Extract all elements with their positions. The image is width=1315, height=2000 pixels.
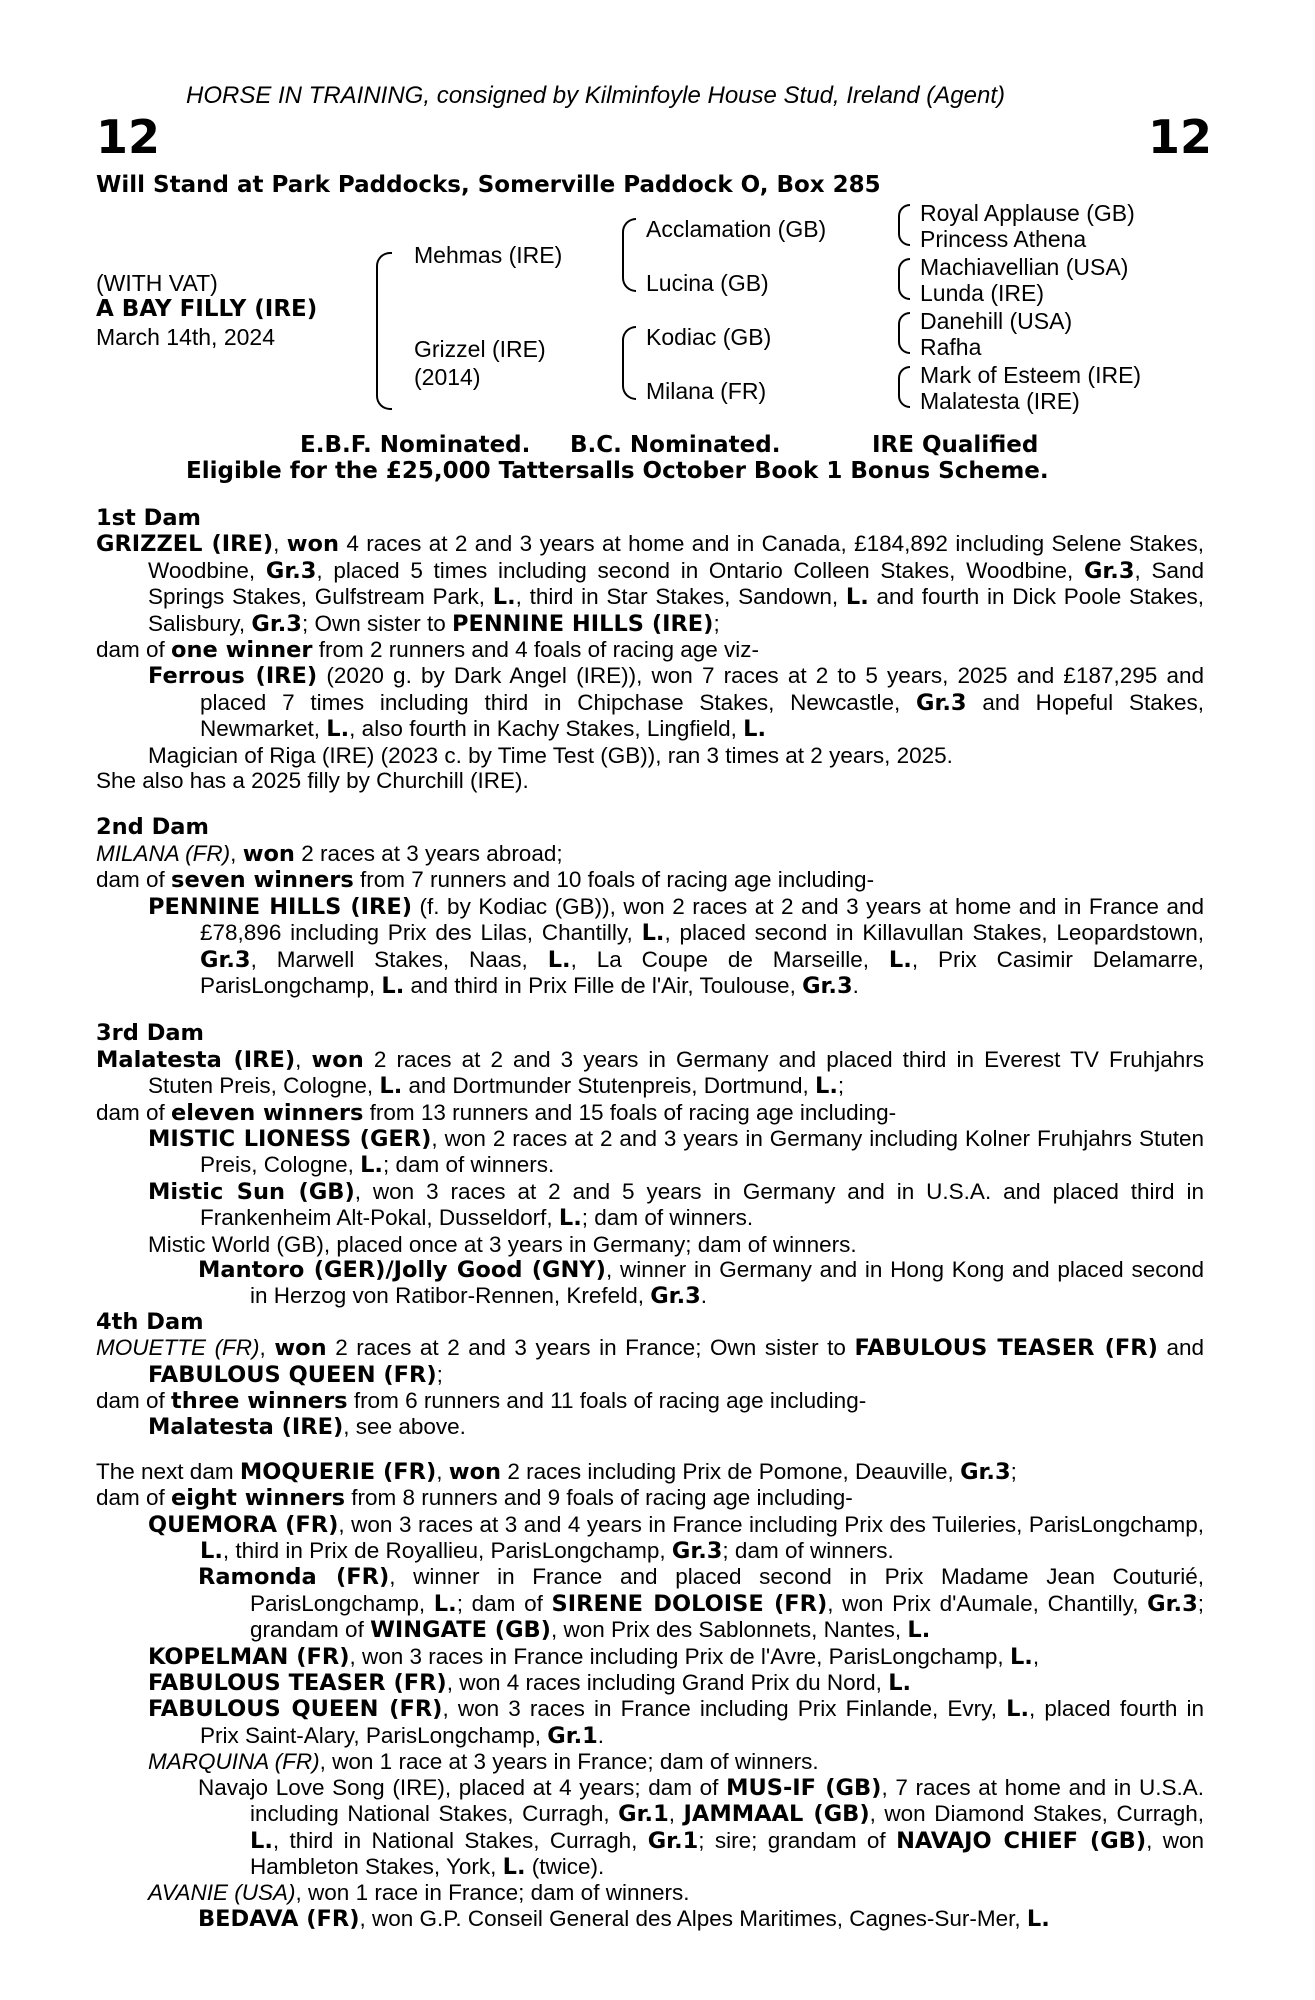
next-dam-produce-summary: dam of eight winners from 8 runners and 9 foals of racing age including- bbox=[96, 1485, 853, 1512]
horse-name: A BAY FILLY (IRE) bbox=[96, 296, 318, 322]
produce-bedava: BEDAVA (FR), won G.P. Conseil General des Alpes Maritimes, Cagnes-Sur-Mer, L. bbox=[198, 1905, 1050, 1932]
produce-marquina: MARQUINA (FR), won 1 race at 3 years in France; dam of winners. bbox=[148, 1749, 819, 1775]
gen3-4: Lunda (IRE) bbox=[920, 280, 1045, 306]
produce-mistic-world: Mistic World (GB), placed once at 3 years in Germany; dam of winners. bbox=[148, 1231, 857, 1257]
brace-g3-2 bbox=[898, 258, 910, 300]
gen3-2: Princess Athena bbox=[920, 226, 1087, 252]
gen3-5: Danehill (USA) bbox=[920, 308, 1073, 334]
produce-kopelman: KOPELMAN (FR), won 3 races in France including Prix de l'Avre, ParisLongchamp, L., bbox=[148, 1643, 1040, 1670]
produce-mistic-sun: Mistic Sun (GB), won 3 races at 2 and 5 years in Germany and in U.S.A. and placed third in Frankenheim Alt-Pokal, Dusseldorf, L.; dam of winners. bbox=[148, 1178, 1204, 1232]
brace-g3-4 bbox=[898, 366, 910, 408]
produce-mistic-lioness: MISTIC LIONESS (GER), won 2 races at 2 and 3 years in Germany including Kolner Fruhjahrs Stuten Preis, Cologne, L.; dam of winners. bbox=[148, 1125, 1205, 1179]
brace-g3-1 bbox=[898, 204, 910, 246]
gen3-1: Royal Applause (GB) bbox=[920, 200, 1135, 226]
produce-ramonda: Ramonda (FR), winner in France and placed second in Prix Madame Jean Couturié, ParisLongchamp, L.; dam of SIRENE DOLOISE (FR), won Prix d'Aumale, Chantilly, Gr.3; grandam of WINGATE (GB), won Prix des Sablonnets, Nantes, L. bbox=[198, 1564, 1204, 1644]
first-dam-entry: GRIZZEL (IRE), won 4 races at 2 and 3 years at home and in Canada, £184,892 including Selene Stakes, Woodbine, Gr.3, placed 5 times including second in Ontario Colleen Stakes, Woodbine, Gr.3, Sand Springs Stakes, Gulfstream Park, L., third in Star Stakes, Sandown, L. and fourth in Dick Poole Stakes, Salisbury, Gr.3; Own sister to PENNINE HILLS (IRE); bbox=[96, 531, 1204, 637]
ire-qualified: IRE Qualified bbox=[872, 432, 1039, 458]
produce-mantoro: Mantoro (GER)/Jolly Good (GNY), winner in Germany and in Hong Kong and placed second in Herzog von Ratibor-Rennen, Krefeld, Gr.3. bbox=[198, 1256, 1204, 1310]
fourth-dam-entry: MOUETTE (FR), won 2 races at 2 and 3 years in France; Own sister to FABULOUS TEASER (FR) and FABULOUS QUEEN (FR); bbox=[96, 1335, 1204, 1388]
gen3-6: Rafha bbox=[920, 334, 982, 360]
gen3-8: Malatesta (IRE) bbox=[920, 388, 1080, 414]
produce-pennine-hills: PENNINE HILLS (IRE) (f. by Kodiac (GB)), won 2 races at 2 and 3 years at home and in France and £78,896 including Prix des Lilas, Chantilly, L., placed second in Killavullan Stakes, Leopardstown, Gr.3, Marwell Stakes, Naas, L., La Coupe de Marseille, L., Prix Casimir Delamarre, ParisLongchamp, L. and third in Prix Fille de l'Air, Toulouse, Gr.3. bbox=[148, 893, 1205, 999]
produce-ferrous: Ferrous (IRE) (2020 g. by Dark Angel (IRE)), won 7 races at 2 to 5 years, 2025 and £187,295 and placed 7 times including third in Chipchase Stakes, Newcastle, Gr.3 and Hopeful Stakes, Newmarket, L., also fourth in Kachy Stakes, Lingfield, L. bbox=[148, 663, 1204, 743]
produce-2025-filly: She also has a 2025 filly by Churchill (IRE). bbox=[96, 768, 529, 794]
lot-number-left: 12 bbox=[96, 110, 161, 164]
lot-number-right: 12 bbox=[1148, 110, 1213, 164]
granddam-maternal: Milana (FR) bbox=[646, 378, 767, 404]
third-dam-entry: Malatesta (IRE), won 2 races at 2 and 3 years in Germany and placed third in Everest TV Fruhjahrs Stuten Preis, Cologne, L. and Dortmunder Stutenpreis, Dortmund, L.; bbox=[96, 1046, 1204, 1100]
dam-name: Grizzel (IRE) bbox=[414, 336, 546, 362]
brace-dam bbox=[622, 326, 636, 400]
fourth-dam-heading: 4th Dam bbox=[96, 1308, 204, 1335]
second-dam-produce-summary: dam of seven winners from 7 runners and 10 foals of racing age including- bbox=[96, 867, 875, 894]
third-dam-heading: 3rd Dam bbox=[96, 1020, 204, 1047]
produce-fabulous-teaser: FABULOUS TEASER (FR), won 4 races including Grand Prix du Nord, L. bbox=[148, 1670, 912, 1697]
grandsire-paternal: Acclamation (GB) bbox=[646, 216, 827, 242]
consignment-header: HORSE IN TRAINING, consigned by Kilminfoyle House Stud, Ireland (Agent) bbox=[186, 82, 1005, 109]
first-dam-produce-summary: dam of one winner from 2 runners and 4 foals of racing age viz- bbox=[96, 637, 759, 664]
brace-sire bbox=[622, 218, 636, 292]
catalogue-content bbox=[96, 506, 1204, 1932]
produce-quemora: QUEMORA (FR), won 3 races at 3 and 4 years in France including Prix des Tuileries, ParisLongchamp, L., third in Prix de Royallieu, ParisLongchamp, Gr.3; dam of winners. bbox=[148, 1511, 1204, 1565]
vat-note: (WITH VAT) bbox=[96, 270, 218, 296]
fourth-dam-produce-summary: dam of three winners from 6 runners and 11 foals of racing age including- bbox=[96, 1388, 867, 1414]
gen3-3: Machiavellian (USA) bbox=[920, 254, 1129, 280]
second-dam-entry: MILANA (FR), won 2 races at 3 years abroad; bbox=[96, 840, 563, 867]
bonus-scheme: Eligible for the £25,000 Tattersalls October Book 1 Bonus Scheme. bbox=[186, 458, 1049, 484]
brace-g3-3 bbox=[898, 312, 910, 354]
sire-name: Mehmas (IRE) bbox=[414, 242, 563, 268]
brace-main bbox=[376, 252, 392, 410]
bc-nominated: B.C. Nominated. bbox=[570, 432, 781, 458]
stand-location: Will Stand at Park Paddocks, Somerville Paddock O, Box 285 bbox=[96, 172, 881, 198]
second-dam-heading: 2nd Dam bbox=[96, 814, 209, 841]
produce-magician-of-riga: Magician of Riga (IRE) (2023 c. by Time Test (GB)), ran 3 times at 2 years, 2025. bbox=[148, 742, 953, 768]
granddam-paternal: Lucina (GB) bbox=[646, 270, 769, 296]
first-dam-heading: 1st Dam bbox=[96, 505, 201, 531]
gen3-7: Mark of Esteem (IRE) bbox=[920, 362, 1142, 388]
produce-malatesta: Malatesta (IRE), see above. bbox=[148, 1414, 466, 1441]
dam-year: (2014) bbox=[414, 364, 481, 390]
grandsire-maternal: Kodiac (GB) bbox=[646, 324, 772, 350]
produce-navajo-love-song: Navajo Love Song (IRE), placed at 4 years; dam of MUS-IF (GB), 7 races at home and in U.S.A. including National Stakes, Curragh, Gr.1, JAMMAAL (GB), won Diamond Stakes, Curragh, L., third in National Stakes, Curragh, Gr.1; sire; grandam of NAVAJO CHIEF (GB), won Hambleton Stakes, York, L. (twice). bbox=[198, 1774, 1204, 1880]
next-dam-entry: The next dam MOQUERIE (FR), won 2 races including Prix de Pomone, Deauville, Gr.3; bbox=[96, 1458, 1017, 1485]
produce-avanie: AVANIE (USA), won 1 race in France; dam of winners. bbox=[148, 1880, 690, 1906]
foaling-date: March 14th, 2024 bbox=[96, 324, 276, 350]
ebf-nominated: E.B.F. Nominated. bbox=[300, 432, 531, 458]
produce-fabulous-queen: FABULOUS QUEEN (FR), won 3 races in France including Prix Finlande, Evry, L., placed fourth in Prix Saint-Alary, ParisLongchamp, Gr.1. bbox=[148, 1696, 1205, 1749]
third-dam-produce-summary: dam of eleven winners from 13 runners and 15 foals of racing age including- bbox=[96, 1099, 897, 1126]
